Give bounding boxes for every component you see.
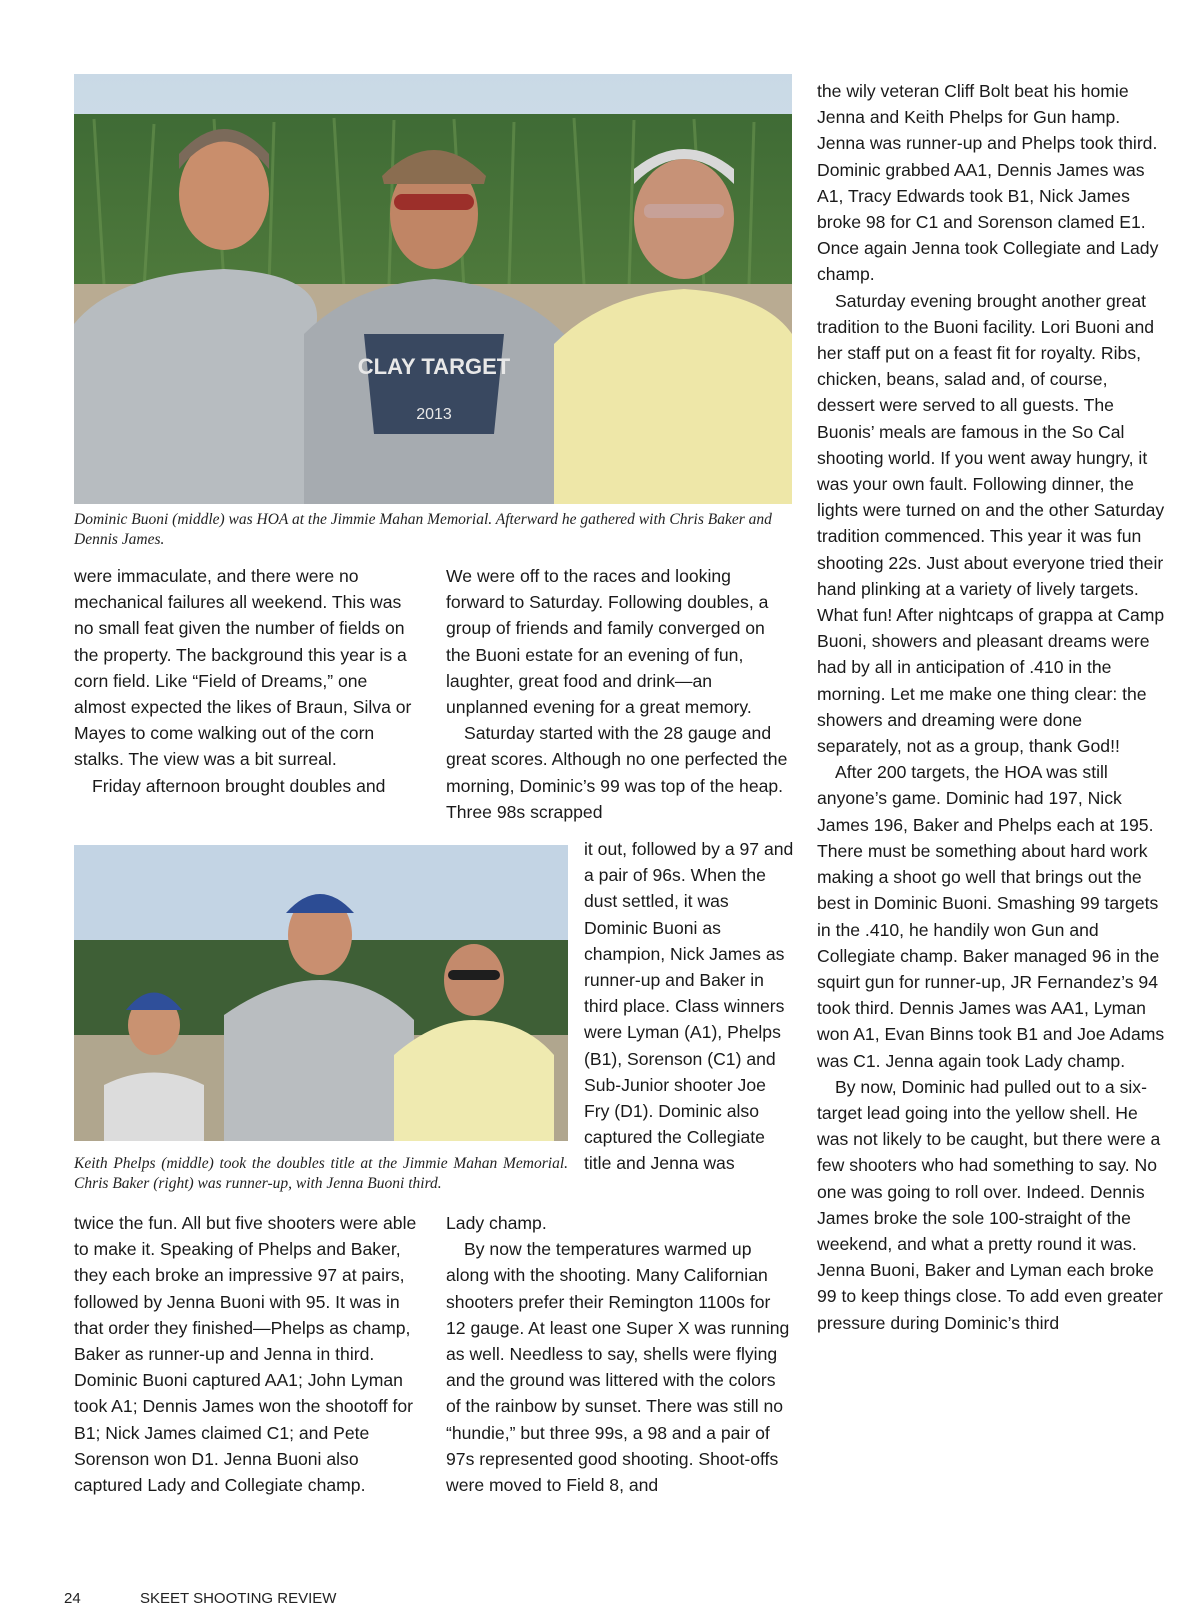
paragraph: By now, Dominic had pulled out to a six-target lead going into the yellow shell. He was not likely to be caught, but there were a few shooters who had something to say. No one was going to roll over. Indeed. Dennis James broke the sole 100-straight of the weekend, and what a pretty round it was. Jenna Buoni, Baker and Lyman each broke 99 to keep things close. To add even greater pressure during Dominic’s third	[817, 1076, 1163, 1333]
shirt-logo	[358, 334, 511, 434]
paragraph: Friday afternoon brought doubles and	[92, 775, 386, 796]
page-number: 24	[64, 1590, 81, 1607]
paragraph: Lady champ.	[446, 1213, 547, 1233]
magazine-name: SKEET SHOOTING REVIEW	[140, 1590, 337, 1607]
paragraph: it out, followed by a 97 and a pair of 96s. When the dust settled, it was Dominic Buoni as champion, Nick James as runner-up and Baker in third place. Class winners were Lyman (A1), Phelps (B1), Sorenson (C1) and Sub-Junior shooter Joe Fry (D1). Dominic also captured the Collegiate title and Jenna was	[584, 839, 794, 1174]
paragraph: By now the temperatures warmed up along with the shooting. Many Californian shooters prefer their Remington 1100s for 12 gauge. At least one Super X was running as well. Needless to say, shells were flying and the ground was littered with the colors of the rainbow by sunset. There was still no “hundie,” but three 99s, a 98 and a pair of 97s represented good shooting. Shoot-offs were moved to Field 8, and	[446, 1239, 790, 1496]
paragraph: the wily veteran Cliff Bolt beat his homie Jenna and Keith Phelps for Gun hamp. Jenna was runner-up and Phelps took third. Dominic grabbed AA1, Dennis James was A1, Tracy Edwards took B1, Nick James broke 98 for C1 and Sorenson clamed E1. Once again Jenna took Collegiate and Lady champ.	[817, 81, 1159, 285]
column2-narrow	[584, 836, 794, 1177]
column2-top	[446, 563, 794, 825]
photo-three-men-corn-field	[74, 74, 792, 504]
photo2-caption: Keith Phelps (middle) took the doubles title at the Jimmie Mahan Memorial. Chris Baker (right) was runner-up, with Jenna Buoni third.	[74, 1155, 568, 1192]
photo-doubles-winners	[74, 845, 568, 1141]
people-photo-icon	[74, 74, 792, 504]
shirt-year: 2013	[416, 406, 452, 423]
people-photo-icon	[74, 845, 568, 1141]
paragraph: We were off to the races and looking forward to Saturday. Following doubles, a group of friends and family converged on the Buoni estate for an evening of fun, laughter, great food and drink—an unplanned evening for a great memory.	[446, 566, 769, 718]
column3	[817, 78, 1169, 1336]
column1-bottom	[74, 1210, 422, 1498]
paragraph: Saturday started with the 28 gauge and great scores. Although no one perfected the morning, Dominic’s 99 was top of the heap. Three 98s scrapped	[446, 723, 788, 822]
shirt-text: CLAY TARGET	[357, 354, 511, 379]
paragraph: twice the fun. All but five shooters were able to make it. Speaking of Phelps and Baker, they each broke an impressive 97 at pairs, followed by Jenna Buoni with 95. It was in that order they finished—Phelps as champ, Baker as runner-up and Jenna in third. Dominic Buoni captured AA1; John Lyman took A1; Dennis James won the shootoff for B1; Nick James claimed C1; and Pete Sorenson won D1. Jenna Buoni also captured Lady and Collegiate champ.	[74, 1213, 417, 1496]
column1-top	[74, 563, 422, 799]
paragraph: Saturday evening brought another great tradition to the Buoni facility. Lori Buoni and her staff put on a feast fit for royalty. Ribs, chicken, beans, salad and, of course, dessert were served to all guests. The Buonis’ meals are famous in the So Cal shooting world. If you went away hungry, it was your own fault. Following dinner, the lights were turned on and the other Saturday tradition commenced. This year it was fun shooting 22s. Just about everyone tried their hand plinking at a variety of lively targets. What fun! After nightcaps of grappa at Camp Buoni, showers and pleasant dreams were had by all in anticipation of .410 in the morning. Let me make one thing clear: the showers and dreaming were done separately, not as a group, thank God!!	[817, 290, 1165, 757]
paragraph: were immaculate, and there were no mechanical failures all weekend. This was no small feat given the number of fields on the property. The background this year is a corn field. Like “Field of Dreams,” one almost expected the likes of Braun, Silva or Mayes to come walking out of the corn stalks. The view was a bit surreal.	[74, 566, 412, 770]
paragraph: After 200 targets, the HOA was still anyone’s game. Dominic had 197, Nick James 196, Baker and Phelps each at 195. There must be something about hard work making a shoot go well that brings out the best in Dominic Buoni. Smashing 99 targets in the .410, he handily won Gun and Collegiate champ. Baker managed 96 in the squirt gun for runner-up, JR Fernandez’s 94 took third. Dennis James was AA1, Lyman won A1, Evan Binns took B1 and Joe Adams was C1. Jenna again took Lady champ.	[817, 762, 1165, 1071]
column2-bottom	[446, 1210, 794, 1498]
photo1-caption: Dominic Buoni (middle) was HOA at the Jimmie Mahan Memorial. Afterward he gathered with Chris Baker and Dennis James.	[74, 511, 772, 548]
